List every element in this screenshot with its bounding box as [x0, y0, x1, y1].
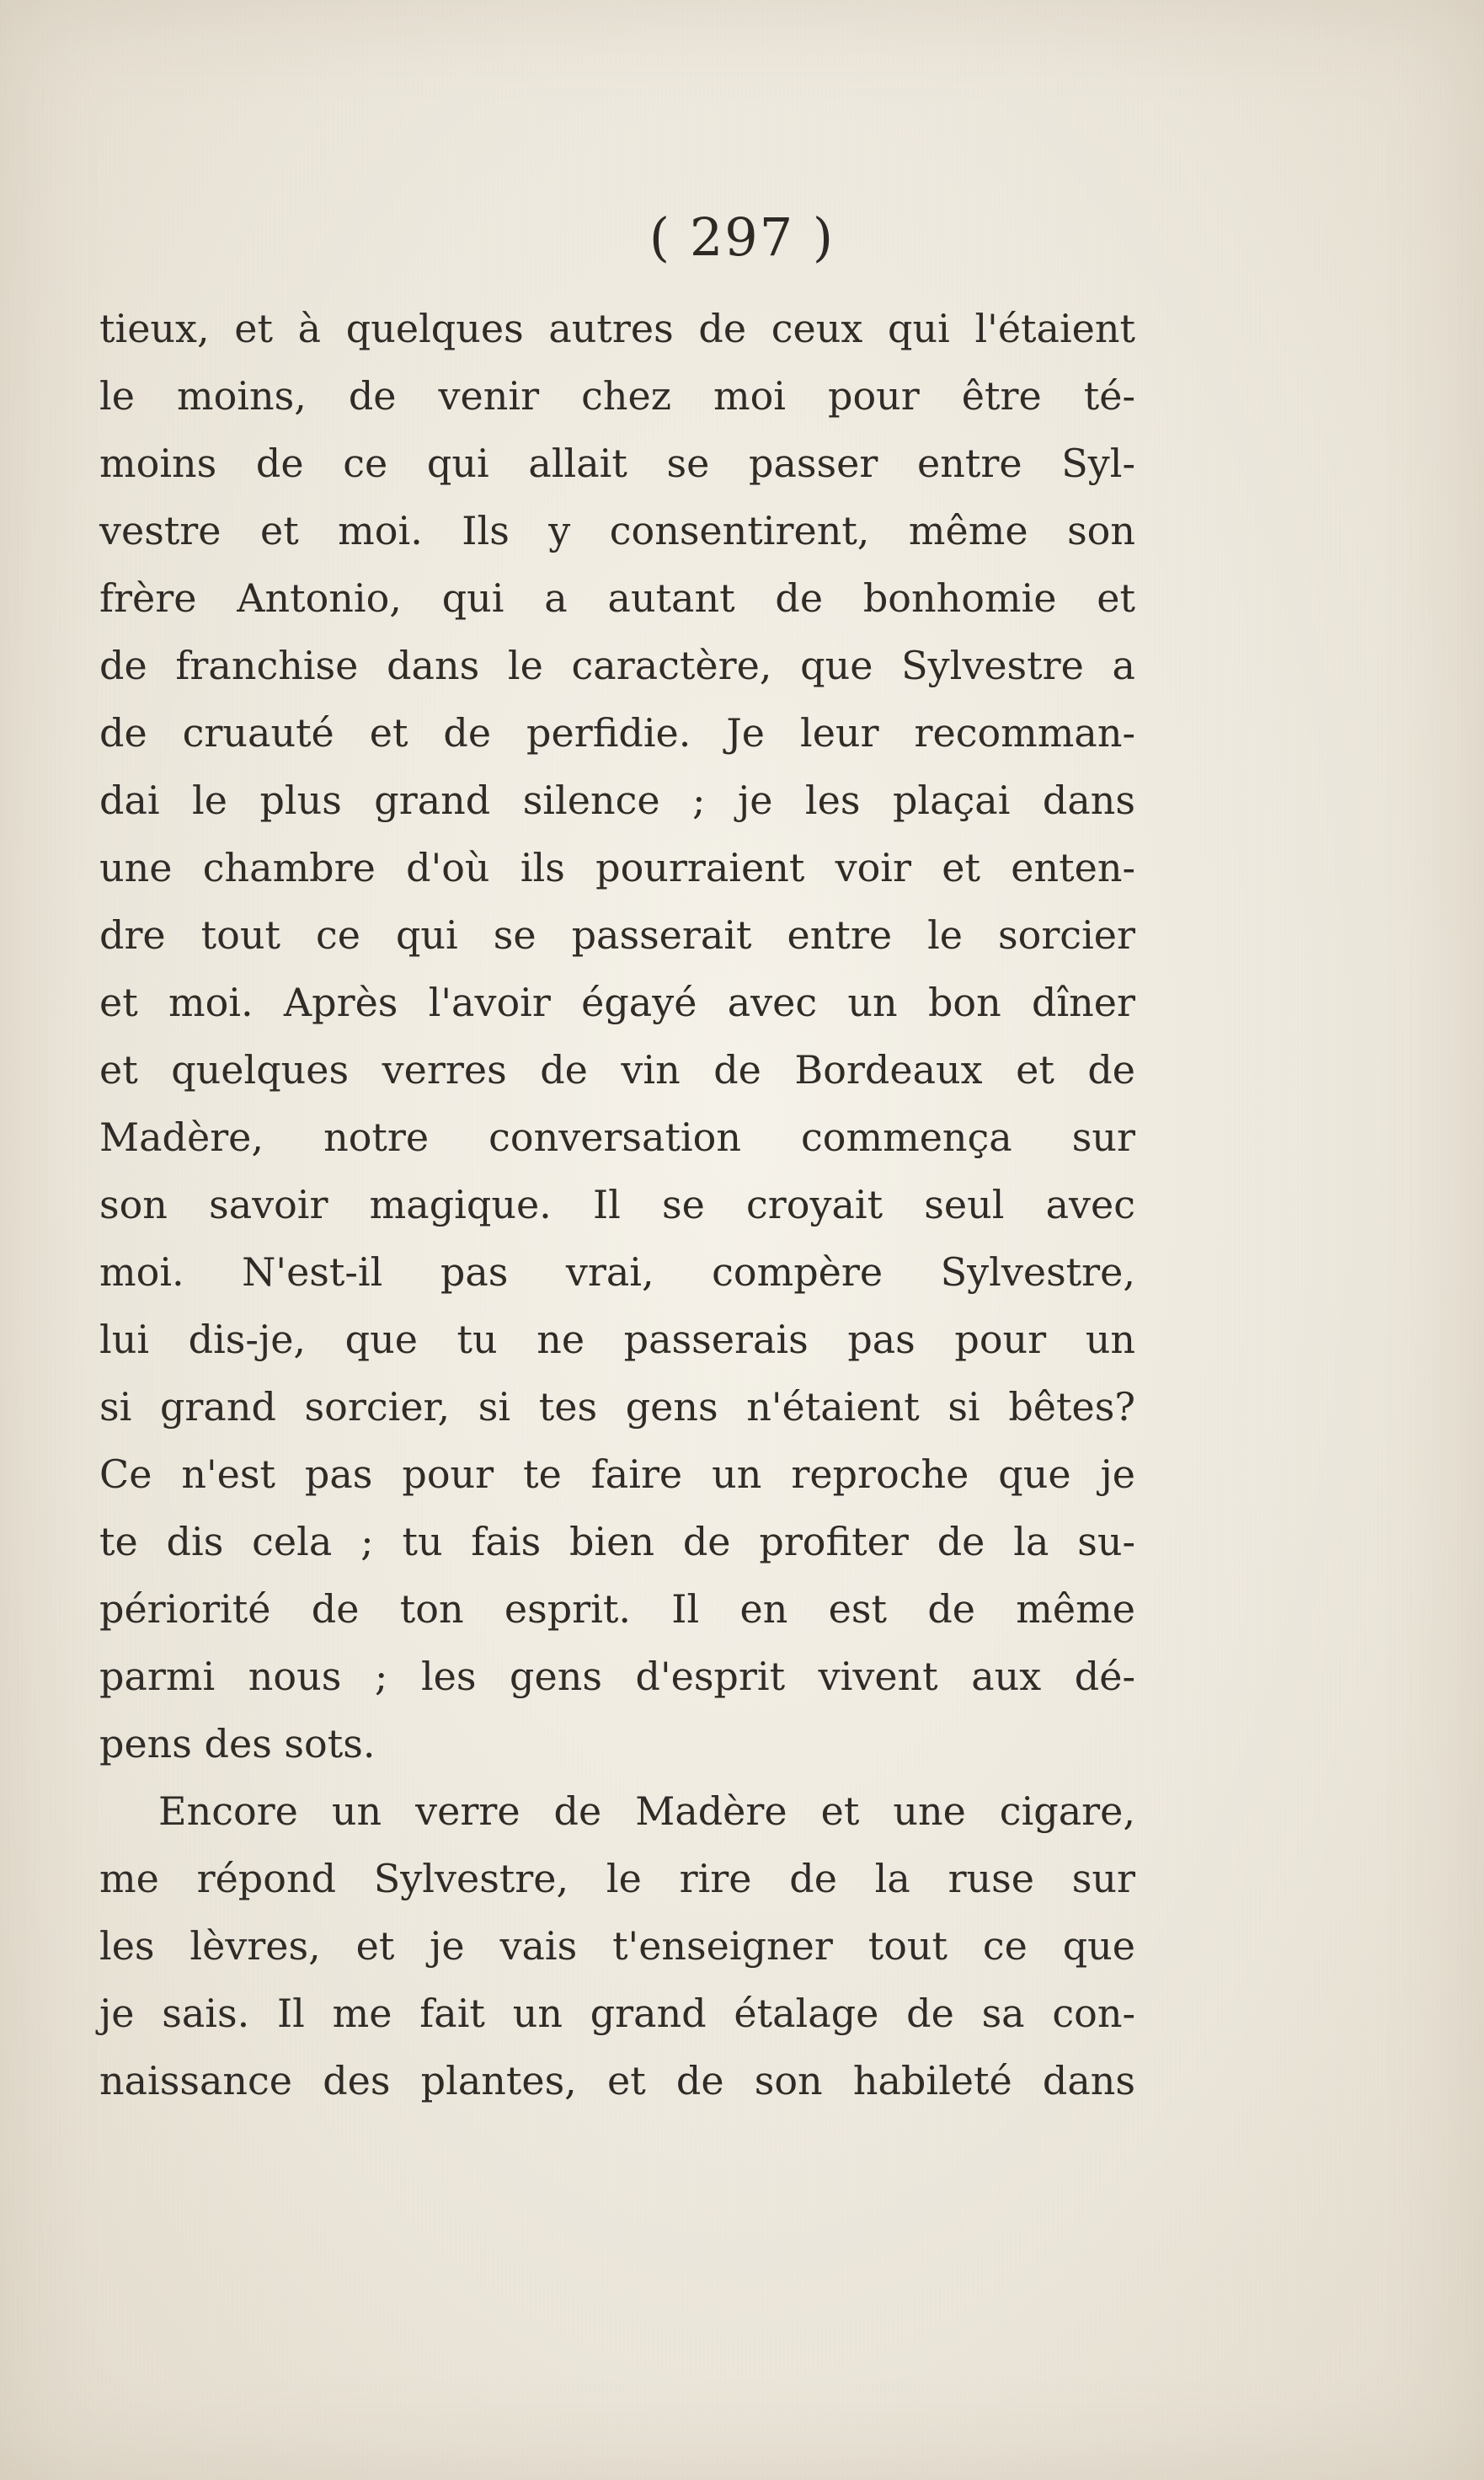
text-line: dre tout ce qui se passerait entre le sorcier [99, 912, 1135, 958]
text-line: le moins, de venir chez moi pour être té- [99, 373, 1135, 419]
page-number: ( 297 ) [649, 206, 835, 268]
text-line: Encore un verre de Madère et une cigare, [158, 1788, 1135, 1834]
text-line: dai le plus grand silence ; je les plaçai dans [99, 778, 1135, 823]
text-line: je sais. Il me fait un grand étalage de sa con- [99, 1991, 1135, 2036]
text-line: périorité de ton esprit. Il en est de même [99, 1586, 1135, 1632]
text-line: si grand sorcier, si tes gens n'étaient si bêtes? [99, 1384, 1135, 1430]
text-line: moins de ce qui allait se passer entre Syl- [99, 441, 1135, 486]
paragraph-2 [99, 1777, 1135, 2114]
text-line: et moi. Après l'avoir égayé avec un bon dîner [99, 980, 1135, 1025]
text-line: te dis cela ; tu fais bien de profiter de la su- [99, 1519, 1135, 1564]
text-line: et quelques verres de vin de Bordeaux et de [99, 1047, 1135, 1093]
text-line: frère Antonio, qui a autant de bonhomie et [99, 575, 1135, 621]
text-line: de cruauté et de perfidie. Je leur recomman- [99, 710, 1135, 756]
text-line: son savoir magique. Il se croyait seul avec [99, 1182, 1135, 1227]
text-line: une chambre d'où ils pourraient voir et enten- [99, 845, 1135, 890]
text-line: tieux, et à quelques autres de ceux qui l'étaient [99, 306, 1135, 351]
text-line: parmi nous ; les gens d'esprit vivent aux dé- [99, 1654, 1135, 1699]
text-line: pens des sots. [99, 1721, 376, 1766]
text-line: vestre et moi. Ils y consentirent, même son [99, 508, 1135, 553]
text-line: moi. N'est-il pas vrai, compère Sylvestre, [99, 1249, 1135, 1295]
text-line: me répond Sylvestre, le rire de la ruse sur [99, 1856, 1135, 1901]
text-line: de franchise dans le caractère, que Sylvestre a [99, 643, 1135, 688]
text-line: naissance des plantes, et de son habileté dans [99, 2058, 1135, 2103]
text-line: les lèvres, et je vais t'enseigner tout ce que [99, 1923, 1135, 1969]
text-line: Ce n'est pas pour te faire un reproche que je [99, 1451, 1135, 1497]
text-line: Madère, notre conversation commença sur [99, 1114, 1135, 1160]
paragraph-1 [99, 295, 1135, 1777]
body-text [99, 295, 1135, 2114]
text-line: lui dis-je, que tu ne passerais pas pour un [99, 1317, 1135, 1362]
